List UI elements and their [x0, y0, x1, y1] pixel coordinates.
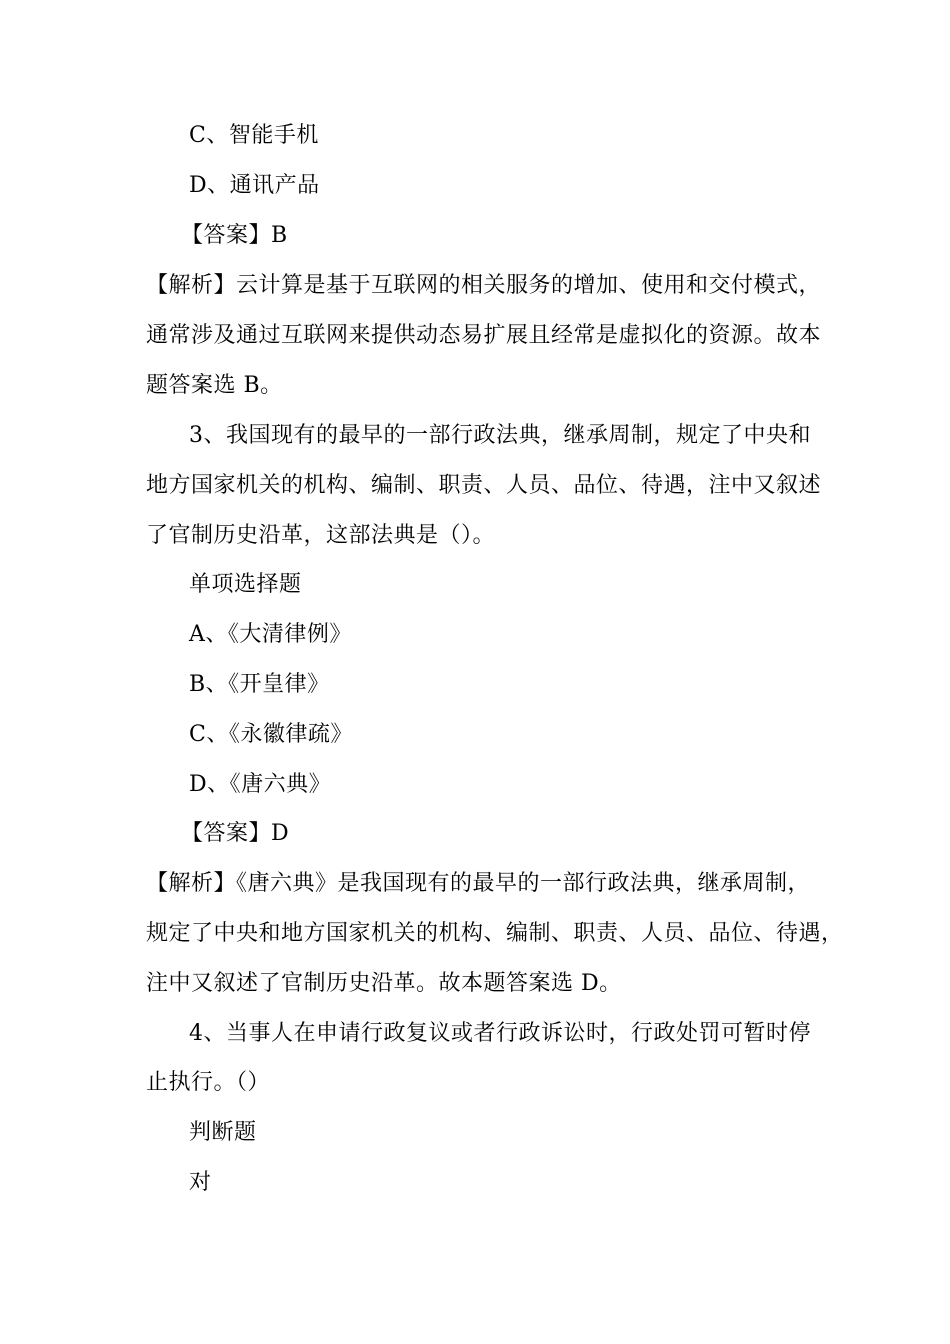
- answer-label: 【答案】D: [181, 821, 290, 846]
- question-line: 地方国家机关的机构、编制、职责、人员、品位、待遇，注中又叙述: [146, 473, 822, 498]
- analysis-line: 题答案选 B。: [146, 373, 283, 398]
- analysis-line: 【解析】云计算是基于互联网的相关服务的增加、使用和交付模式，: [146, 273, 822, 298]
- option-c: C、智能手机: [189, 123, 319, 148]
- analysis-line: 通常涉及通过互联网来提供动态易扩展且经常是虚拟化的资源。故本: [146, 323, 822, 348]
- option-b: B、《开皇律》: [189, 672, 330, 697]
- option-d: D、《唐六典》: [189, 772, 332, 797]
- option-c: C、《永徽律疏》: [189, 722, 353, 747]
- question-line: 止执行。（）: [146, 1070, 271, 1095]
- question-line: 3、我国现有的最早的一部行政法典，继承周制，规定了中央和: [189, 423, 811, 448]
- analysis-line: 注中又叙述了官制历史沿革。故本题答案选 D。: [146, 971, 622, 996]
- question-line: 4、当事人在申请行政复议或者行政诉讼时，行政处罚可暂时停: [189, 1021, 811, 1046]
- question-type: 单项选择题: [189, 572, 302, 597]
- question-type: 判断题: [189, 1120, 257, 1145]
- option-true: 对: [189, 1170, 212, 1195]
- answer-label: 【答案】B: [181, 223, 288, 248]
- option-d: D、通讯产品: [189, 173, 320, 198]
- question-line: 了官制历史沿革，这部法典是（）。: [146, 523, 496, 548]
- option-a: A、《大清律例》: [189, 622, 352, 647]
- analysis-line: 【解析】《唐六典》是我国现有的最早的一部行政法典，继承周制，: [146, 871, 811, 896]
- analysis-line: 规定了中央和地方国家机关的机构、编制、职责、人员、品位、待遇，: [146, 921, 844, 946]
